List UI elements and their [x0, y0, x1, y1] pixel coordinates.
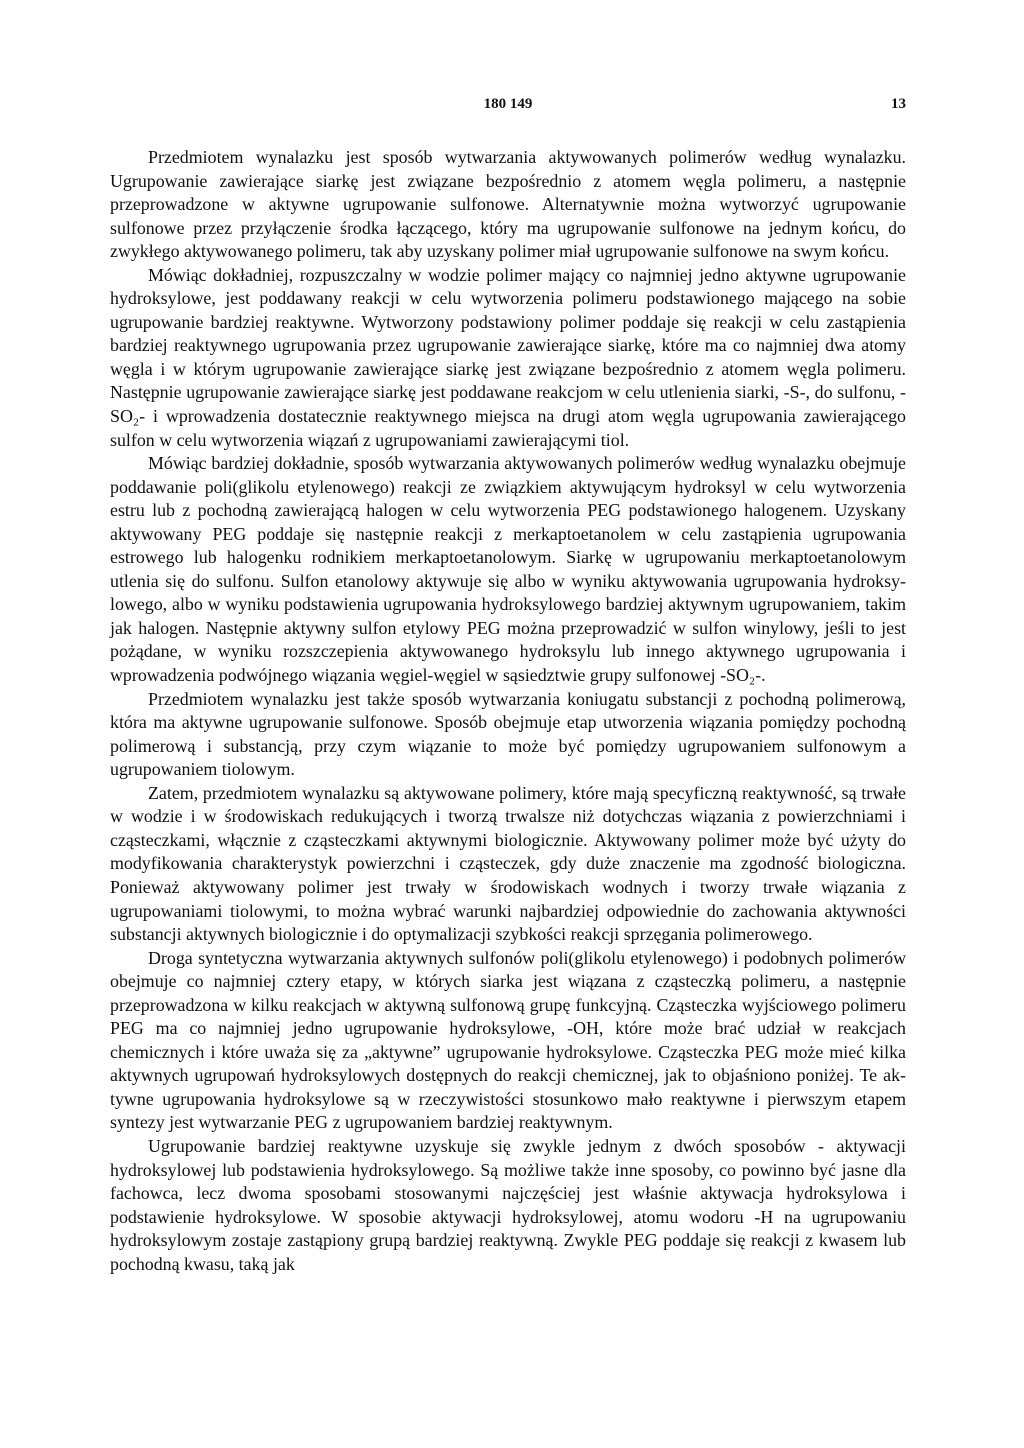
paragraph: Ugrupowanie bardziej reaktywne uzyskuje się zwykle jednym z dwóch sposobów - aktywacji hydroksylowej lub podstawienia hydroksylowego. Są możliwe także inne sposoby, co powinno być jasne dla fachowca, lecz dwoma sposobami stosowanymi najczęściej jest właśnie aktywacja hydroksylowa i podstawienie hydroksylowe. W sposobie aktywacji hydroksylowej, atomu wodoru -H na ugrupowaniu hydroksylowym zostaje zastąpiony grupą bardziej reaktywną. Zwykle PEG poddaje się reakcji z kwasem lub pochodną kwasu, taką jak — [110, 1135, 906, 1274]
patent-number: 180 149 — [483, 96, 533, 112]
page-number: 13 — [891, 96, 906, 112]
paragraph: Mówiąc dokładniej, rozpuszczalny w wodzie polimer mający co najmniej jedno aktywne ugrupowanie hydroksylowe, jest poddawany reakcji w celu wytworzenia polimeru podstawionego mającego na sobie ugrupowanie bardziej reaktywne. Wytworzony podstawiony polimer poddaje się reakcji w celu zastąpienia bardziej reaktywnego ugrupowania przez ugrupowanie zawierające siarkę, które ma co najmniej dwa atomy węgla i w którym ugrupowanie zawierające siarkę jest związane bezpośrednio z atomem węgla polimeru. Następnie ugrupowanie zawierające siarkę jest poddawane reakcjom w celu utlenienia siarki, -S-, do sulfonu, -SO₂- i wprowadzenia dostatecznie reaktywnego miejsca na drugi atom węgla ugrupowania zawierającego sulfon w celu wytworzenia wiązań z ugrupowaniami zawierającymi tiol. — [110, 264, 906, 450]
paragraph: Zatem, przedmiotem wynalazku są aktywowane polimery, które mają specyficzną reaktywność, są trwałe w wodzie i w środowiskach redukujących i tworzą trwalsze niż dotychczas wiązania z powierzchniami i cząsteczkami, włącznie z cząsteczkami aktywnymi biologicznie. Aktywowany polimer może być użyty do modyfikowania charakterystyk powierzchni i cząsteczek, gdy duże znaczenie ma zgodność biologiczna. Ponieważ aktywowany polimer jest trwały w środowiskach wodnych i tworzy trwałe wiązania z ugrupowaniami tiolowymi, to można wybrać warunki najbardziej odpowiednie do zachowania aktywności substancji aktywnych biologicznie i do optymalizacji szybkości reakcji sprzęgania polimerowego. — [110, 782, 906, 945]
paragraph: Przedmiotem wynalazku jest sposób wytwarzania aktywowanych polimerów według wynalazku. Ugrupowanie zawierające siarkę jest związane bezpośrednio z atomem węgla polimeru, a następnie przeprowadzone w aktywne ugrupowanie sulfonowe. Alternatywnie można wytworzyć ugrupowanie sulfonowe przez przyłączenie środka łączącego, który ma ugrupowanie sulfonowe na jednym końcu, do zwykłego aktywowanego polimeru, tak aby uzyskany polimer miał ugrupowanie sulfonowe na swym końcu. — [110, 147, 906, 262]
page-header — [110, 96, 906, 118]
paragraph: Droga syntetyczna wytwarzania aktywnych sulfonów poli(glikolu etylenowego) i podobnych polimerów obejmuje co najmniej cztery etapy, w których siarka jest wiązana z cząsteczką polimeru, a następnie przeprowadzona w kilku reakcjach w aktywną sulfonową grupę funkcyjną. Cząsteczka wyjściowego polimeru PEG ma co najmniej jedno ugrupowanie hydroksylowe, -OH, które może brać udział w reakcjach chemicznych i które uważa się za „aktywne” ugrupowanie hydroksylowe. Cząsteczka PEG może mieć kilka aktywnych ugrupowań hydroksylowych dostępnych do reakcji chemicznej, jak to objaśniono poniżej. Te aktywne ugrupowania hydroksylowe są w rzeczywistości stosunkowo mało reaktywne i pierwszym etapem syntezy jest wytwarzanie PEG z ugrupowaniem bardziej reaktywnym. — [110, 947, 906, 1133]
paragraph: Przedmiotem wynalazku jest także sposób wytwarzania koniugatu substancji z pochodną polimerową, która ma aktywne ugrupowanie sulfonowe. Sposób obejmuje etap utworzenia wiązania pomiędzy pochodną polimerową i substancją, przy czym wiązanie to może być pomiędzy ugrupowaniem sulfonowym a ugrupowaniem tiolowym. — [110, 688, 906, 780]
document-body — [110, 146, 906, 1276]
paragraph: Mówiąc bardziej dokładnie, sposób wytwarzania aktywowanych polimerów według wynalazku obejmuje poddawanie poli(glikolu etylenowego) reakcji ze związkiem aktywującym hydroksyl w celu wytworzenia estru lub z pochodną zawierającą halogen w celu wytworzenia PEG podstawionego halogenem. Uzyskany aktywowany PEG poddaje się następnie reakcji z merkaptoetanolem w celu zastąpienia ugrupowania estrowego lub halogenku rodnikiem merkaptoetanolowym. Siarkę w ugrupowaniu merkaptoetanolowym utlenia się do sulfonu. Sulfon etanolowy aktywuje się albo w wyniku aktywowania ugrupowania hydroksylowego, albo w wyniku podstawienia ugrupowania hydroksylowego bardziej aktywnym ugrupowaniem, takim jak halogen. Następnie aktywny sulfon etylowy PEG można przeprowadzić w sulfon winylowy, jeśli to jest pożądane, w wyniku rozszczepienia aktywowanego hydroksylu lub innego aktywnego ugrupowania i wprowadzenia podwójnego wiązania węgiel-węgiel w sąsiedztwie grupy sulfonowej -SO₂-. — [110, 453, 906, 686]
